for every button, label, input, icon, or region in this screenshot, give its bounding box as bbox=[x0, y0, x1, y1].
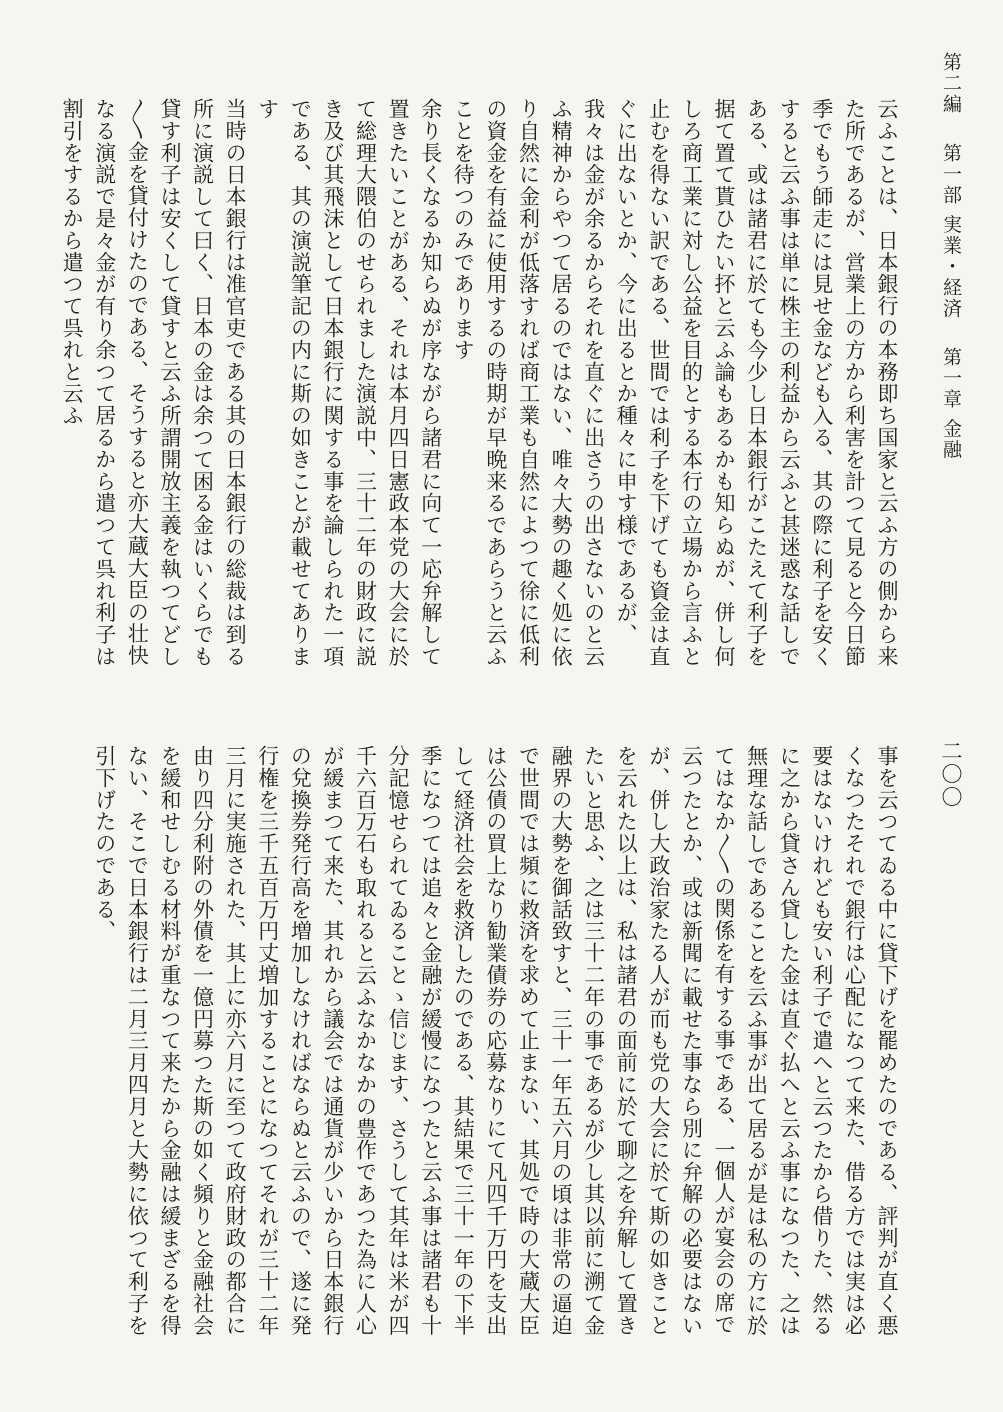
paragraph: 事を云つてゐる中に貸下げを罷めたのである、評判が直く悪くなつたそれで銀行は心配になつて来た、借る方では実は必要はないけれども安い利子で遣へと云つたから借りた、然るに之から貸さん貸した金は直ぐ払へと云ふ事になつた、之は無理な話しであることを云ふ事が出て居るが是は私の方に於てはなか〳〵の関係を有する事である、一個人が宴会の席で云つたとか、或は新聞に載せた事なら別に弁解の必要はないが、併し大政治家たる人が而も党の大会に於て斯の如きことを云れた以上は、私は諸君の面前に於て聊之を弁解して置きたいと思ふ、之は三十二年の事であるが少し其以前に溯て金融界の大勢を御話致すと、三十一年五六月の頃は非常の逼迫で世間では頻に救済を求めて止まない、其処で時の大蔵大臣は公債の買上なり勧業債券の応募なりにて凡四千万円を支出して経済社会を救済したのである、其結果で三十一年の下半季になつては追々と金融が緩慢になつたと云ふ事は諸君も十分記憶せられてゐることゝ信じます、さうして其年は米が四千六百万石も取れると云ふなかなかの豊作であつた為に人心が緩まつて来た、其れから議会では通貨が少いから日本銀行の兌換券発行高を増加しなければならぬと云ふので、遂に発行権を三千五百万円丈増加することになつてそれが三十二年三月に実施された、其上に亦六月に至つて政府財政の都合に由り四分利附の外債を一億円募つた斯の如く頻りと金融社会を緩和せしむる材料が重なつて来たから金融は緩まざるを得ない、そこで日本銀行は二月三月四月と大勢に依つて利子を引下げたのである、 bbox=[92, 745, 899, 1337]
header-division: 第一部 実業・経済 bbox=[940, 143, 962, 320]
paragraph: 当時の日本銀行は准官吏である其の日本銀行の総裁は到る所に演説して曰く、日本の金は余つて困る金はいくらでも貸す利子は安くして貸すと云ふ所謂開放主義を執つてどし〳〵金を貸付けたのである、そうすると亦大蔵大臣の壮快なる演説で是々金が有り余つて居るから遣つて呉れ利子は割引をするから遣つて呉れと云ふ bbox=[60, 98, 248, 668]
paragraph: 云ふことは、日本銀行の本務即ち国家と云ふ方の側から来た所であるが、営業上の方から利害を計つて見ると今日節季でもう師走には見せ金なども入る、其の際に利子を安くすると云ふ事は単に株主の利益から云ふと甚迷惑な話しである、或は諸君に於ても今少し日本銀行がこたえて利子を据て置て貰ひたい抔と云ふ論もあるかも知らぬが、併し何しろ商工業に対し公益を目的とする本行の立場から言ふと止むを得ない訳である、世間では利子を下げても資金は直ぐに出ないとか、今に出るとか種々に申す様であるが、我々は金が余るからそれを直ぐに出さうの出さないのと云ふ精神からやつて居るのではない、唯々大勢の趣く処に依り自然に金利が低落すれば商工業も自然によつて徐に低利の資金を有益に使用するの時期が早晩来るであらうと云ふことを待つのみであります bbox=[451, 98, 899, 668]
header-part: 第二編 bbox=[940, 52, 962, 115]
page-number: 二〇〇 bbox=[939, 740, 963, 809]
running-header bbox=[934, 52, 968, 672]
upper-text-block bbox=[23, 98, 903, 682]
header-chapter: 第一章 金融 bbox=[940, 347, 962, 461]
lower-text-block bbox=[23, 745, 903, 1345]
paragraph: 余り長くなるか知らぬが序ながら諸君に向て一応弁解して置きたいことがある、それは本月四日憲政本党の大会に於て総理大隈伯のせられました演説中、三十二年の財政に説き及び其飛沫として日本銀行に関する事を論しられた一項である、其の演説筆記の内に斯の如きことが載せてあります bbox=[255, 98, 443, 668]
